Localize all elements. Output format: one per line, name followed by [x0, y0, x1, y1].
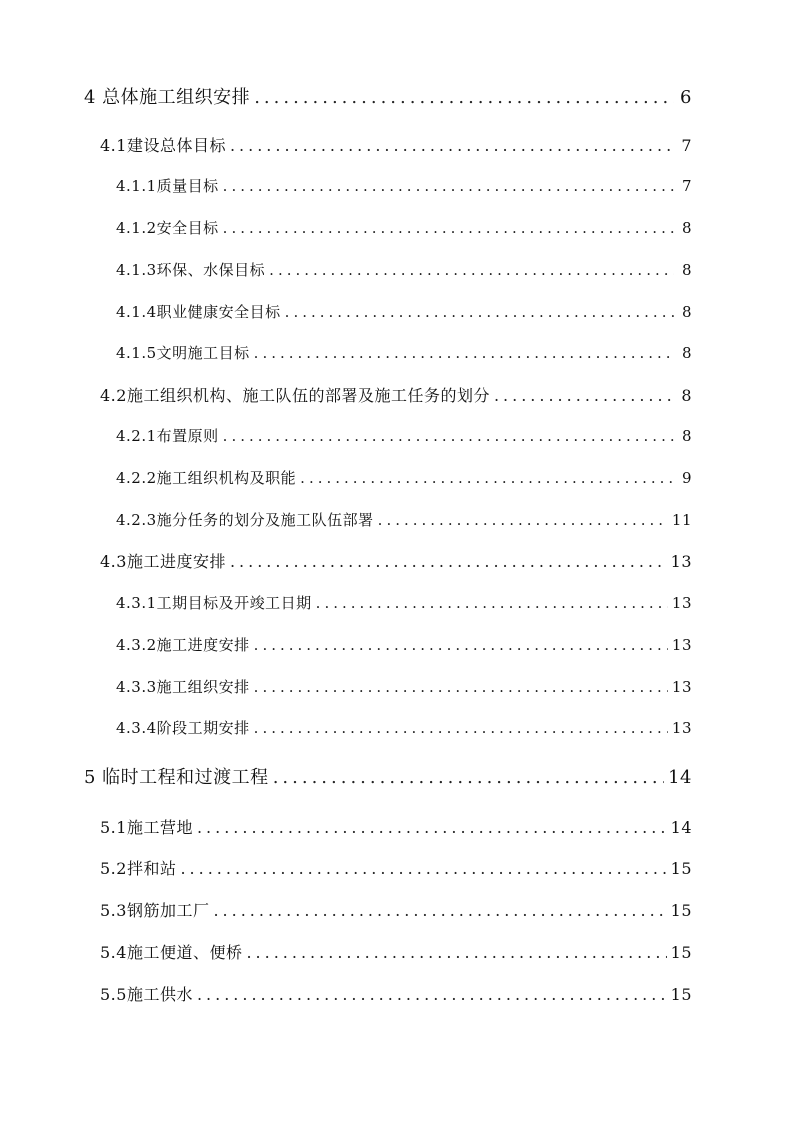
- dot-leader: [223, 221, 674, 236]
- dot-leader: [273, 769, 664, 787]
- toc-entry-4-3-2[interactable]: [116, 638, 692, 653]
- toc-entry-4-2-2[interactable]: [116, 471, 692, 486]
- toc-entry-page-number: 8: [681, 219, 692, 237]
- toc-entry-4-2-3[interactable]: [116, 513, 692, 528]
- toc-entry-5-2[interactable]: [100, 861, 692, 877]
- toc-entry-4-1-2[interactable]: [116, 221, 692, 236]
- toc-entry-page-number: 9: [681, 469, 692, 487]
- toc-entry-5-3[interactable]: [100, 903, 692, 919]
- toc-entry-page-number: 8: [681, 303, 692, 321]
- toc-entry-4-1-1[interactable]: [116, 179, 692, 194]
- toc-entry-5-4[interactable]: [100, 945, 692, 961]
- toc-entry-4-3-4[interactable]: [116, 721, 692, 736]
- toc-entry-label: 4 总体施工组织安排: [84, 87, 251, 108]
- toc-entry-label: 5 临时工程和过渡工程: [84, 767, 269, 788]
- toc-entry-label: 4.3.4阶段工期安排: [116, 719, 250, 737]
- toc-entry-label: 4.1.1质量目标: [116, 177, 219, 195]
- dot-leader: [254, 721, 668, 736]
- toc-entry-page-number: 8: [681, 427, 692, 445]
- toc-entry-5-1[interactable]: [100, 820, 692, 836]
- toc-entry-4-1-4[interactable]: [116, 305, 692, 320]
- dot-leader: [230, 554, 667, 570]
- dot-leader: [254, 346, 674, 361]
- toc-entry-page-number: 11: [671, 511, 692, 529]
- toc-entry-page-number: 15: [670, 985, 692, 1004]
- toc-entry-4-3-1[interactable]: [116, 596, 692, 611]
- toc-entry-4-3[interactable]: [100, 554, 692, 570]
- toc-entry-label: 4.3.1工期目标及开竣工日期: [116, 594, 312, 612]
- toc-entry-label: 5.5施工供水: [100, 985, 193, 1004]
- toc-entry-label: 4.1.4职业健康安全目标: [116, 303, 281, 321]
- toc-entry-label: 4.3.2施工进度安排: [116, 636, 250, 654]
- toc-entry-page-number: 6: [680, 87, 692, 108]
- dot-leader: [269, 263, 674, 278]
- dot-leader: [223, 429, 674, 444]
- toc-entry-label: 5.3钢筋加工厂: [100, 901, 210, 920]
- dot-leader: [197, 987, 667, 1003]
- dot-leader: [223, 179, 674, 194]
- dot-leader: [300, 471, 674, 486]
- toc-entry-label: 4.1建设总体目标: [100, 136, 226, 155]
- toc-entry-page-number: 13: [671, 719, 692, 737]
- toc-entry-page-number: 8: [681, 386, 692, 405]
- toc-entry-5[interactable]: [84, 769, 692, 787]
- toc-entry-4-2-1[interactable]: [116, 429, 692, 444]
- toc-entry-page-number: 15: [670, 859, 692, 878]
- toc-entry-label: 4.2.2施工组织机构及职能: [116, 469, 297, 487]
- dot-leader: [254, 680, 668, 695]
- dot-leader: [494, 388, 674, 404]
- toc-entry-4-3-3[interactable]: [116, 680, 692, 695]
- toc-entry-page-number: 15: [670, 943, 692, 962]
- toc-entry-4-1-3[interactable]: [116, 263, 692, 278]
- dot-leader: [254, 89, 674, 107]
- toc-entry-4-2[interactable]: [100, 388, 692, 404]
- toc-entry-page-number: 7: [681, 136, 692, 155]
- toc-entry-page-number: 13: [671, 678, 692, 696]
- dot-leader: [230, 138, 674, 154]
- toc-entry-label: 5.4施工便道、便桥: [100, 943, 243, 962]
- toc-entry-4-1-5[interactable]: [116, 346, 692, 361]
- toc-entry-5-5[interactable]: [100, 987, 692, 1003]
- toc-entry-label: 4.1.2安全目标: [116, 219, 219, 237]
- toc-entry-label: 4.1.5文明施工目标: [116, 344, 250, 362]
- toc-entry-label: 4.3施工进度安排: [100, 552, 226, 571]
- toc-entry-label: 5.1施工营地: [100, 818, 193, 837]
- toc-entry-page-number: 8: [681, 344, 692, 362]
- toc-entry-4[interactable]: [84, 89, 692, 107]
- toc-entry-label: 4.2.3施分任务的划分及施工队伍部署: [116, 511, 374, 529]
- toc-entry-page-number: 14: [670, 818, 692, 837]
- toc-entry-label: 4.2施工组织机构、施工队伍的部署及施工任务的划分: [100, 386, 490, 405]
- dot-leader: [316, 596, 668, 611]
- toc-entry-label: 5.2拌和站: [100, 859, 177, 878]
- dot-leader: [378, 513, 668, 528]
- dot-leader: [180, 861, 666, 877]
- dot-leader: [197, 820, 667, 836]
- toc-entry-label: 4.2.1布置原则: [116, 427, 219, 445]
- toc-entry-page-number: 7: [681, 177, 692, 195]
- dot-leader: [213, 903, 666, 919]
- toc-entry-page-number: 8: [681, 261, 692, 279]
- toc-entry-page-number: 13: [671, 594, 692, 612]
- toc-entry-page-number: 13: [671, 636, 692, 654]
- dot-leader: [254, 638, 668, 653]
- toc-entry-label: 4.3.3施工组织安排: [116, 678, 250, 696]
- dot-leader: [246, 945, 666, 961]
- toc-entry-page-number: 13: [670, 552, 692, 571]
- dot-leader: [285, 305, 674, 320]
- toc-entry-page-number: 15: [670, 901, 692, 920]
- toc-entry-label: 4.1.3环保、水保目标: [116, 261, 266, 279]
- toc-entry-page-number: 14: [668, 767, 692, 788]
- toc-entry-4-1[interactable]: [100, 138, 692, 154]
